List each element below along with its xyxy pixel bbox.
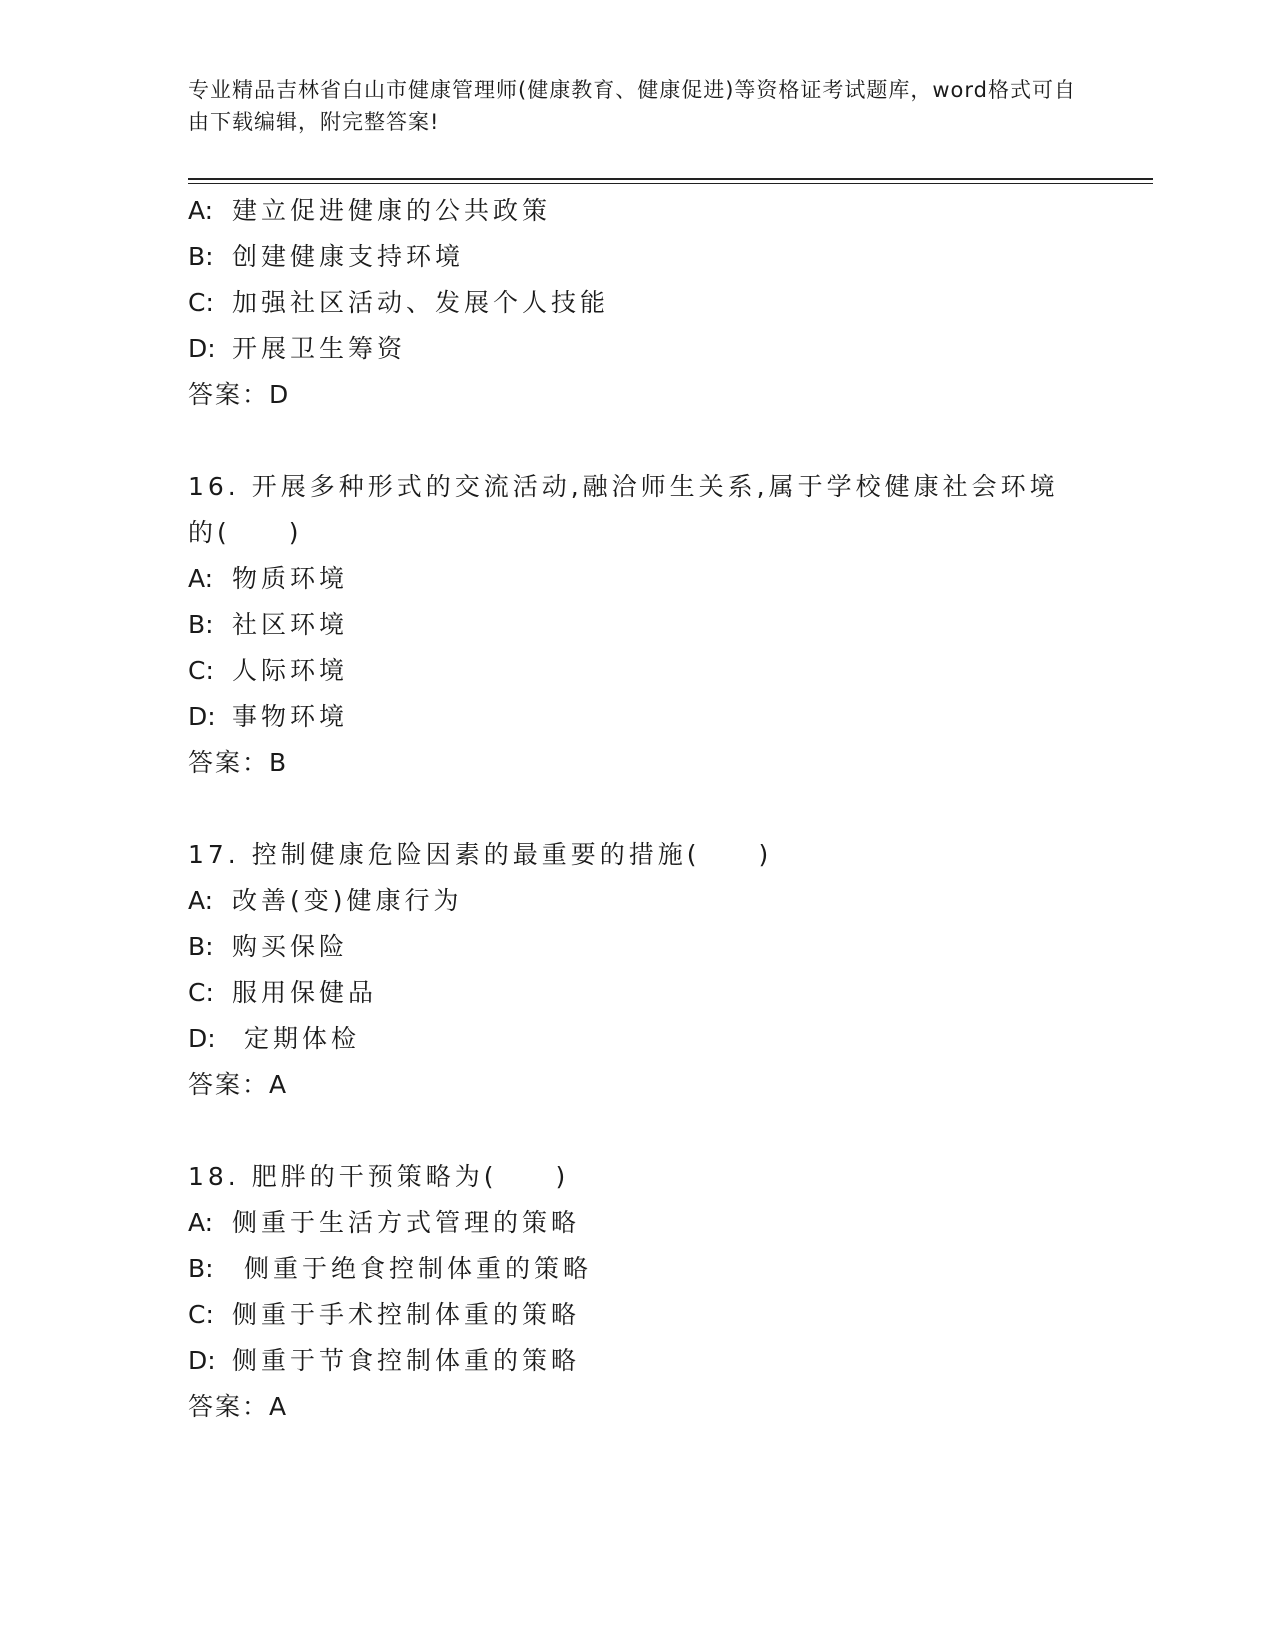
option-text: 购买保险 [232,932,349,961]
question-18 [188,1154,1088,1430]
option-label: A: [188,1208,214,1237]
option-label: B: [188,610,214,639]
option-label: A: [188,196,214,225]
option-label: D: [188,1346,216,1375]
option-text: 人际环境 [232,656,349,685]
option-text: 侧重于生活方式管理的策略 [232,1208,581,1237]
option-text: 建立促进健康的公共政策 [232,196,552,225]
option-d [188,694,1088,740]
option-text: 服用保健品 [232,978,378,1007]
option-text: 侧重于手术控制体重的策略 [232,1300,581,1329]
document-header: 专业精品吉林省白山市健康管理师(健康教育、健康促进)等资格证考试题库，word格式可自由下载编辑，附完整答案! [188,78,1077,134]
option-b [188,602,1088,648]
question-16 [188,464,1088,786]
option-text: 改善(变)健康行为 [232,886,463,915]
option-text: 加强社区活动、发展个人技能 [232,288,610,317]
option-text: 物质环境 [232,564,349,593]
answer-line: 答案：B [188,748,289,777]
answer-line: 答案：A [188,1070,289,1099]
option-b [188,1246,1088,1292]
question-content [188,188,1088,1430]
option-label: C: [188,978,214,1007]
option-text: 定期体检 [232,1024,360,1053]
option-label: D: [188,1024,216,1053]
option-b [188,234,1088,280]
option-c [188,280,1088,326]
option-c [188,648,1088,694]
question-text: 16. 开展多种形式的交流活动,融洽师生关系,属于学校健康社会环境的( ) [188,472,1059,547]
header-divider-thick [188,178,1153,180]
option-a [188,188,1088,234]
option-d [188,1016,1088,1062]
option-label: C: [188,288,214,317]
option-text: 社区环境 [232,610,349,639]
option-d [188,326,1088,372]
option-text: 侧重于绝食控制体重的策略 [232,1254,592,1283]
answer-line: 答案：D [188,380,291,409]
option-c [188,1292,1088,1338]
answer-line: 答案：A [188,1392,289,1421]
option-c [188,970,1088,1016]
question-15-options [188,188,1088,418]
option-label: D: [188,702,216,731]
option-label: C: [188,656,214,685]
option-label: C: [188,1300,214,1329]
question-text: 17. 控制健康危险因素的最重要的措施( ) [188,840,773,869]
option-label: B: [188,932,214,961]
option-label: D: [188,334,216,363]
option-a [188,556,1088,602]
option-d [188,1338,1088,1384]
option-b [188,924,1088,970]
option-label: A: [188,564,214,593]
question-text: 18. 肥胖的干预策略为( ) [188,1162,570,1191]
question-17 [188,832,1088,1108]
option-label: A: [188,886,214,915]
option-label: B: [188,242,214,271]
header-divider-thin [188,183,1153,184]
option-text: 开展卫生筹资 [232,334,407,363]
option-a [188,1200,1088,1246]
option-text: 侧重于节食控制体重的策略 [232,1346,581,1375]
option-text: 创建健康支持环境 [232,242,465,271]
option-label: B: [188,1254,214,1283]
option-a [188,878,1088,924]
option-text: 事物环境 [232,702,349,731]
